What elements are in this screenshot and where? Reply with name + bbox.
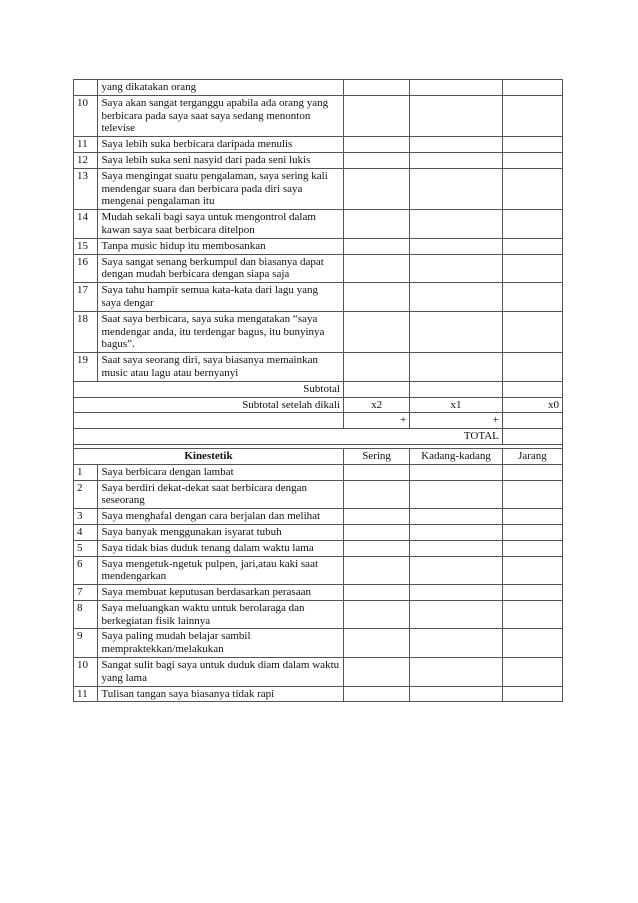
- answer-cell-kadang[interactable]: [410, 168, 503, 209]
- answer-cell-sering[interactable]: [343, 254, 409, 283]
- answer-cell-sering[interactable]: [343, 238, 409, 254]
- table-row: [74, 238, 563, 254]
- table-row: [74, 509, 563, 525]
- item-number: 4: [74, 524, 98, 540]
- table-row: [74, 152, 563, 168]
- answer-cell-jarang[interactable]: [502, 137, 562, 153]
- answer-cell-jarang[interactable]: [502, 464, 562, 480]
- item-number: 14: [74, 210, 98, 239]
- answer-cell-sering[interactable]: [343, 629, 409, 658]
- item-number: 15: [74, 238, 98, 254]
- table-row: [74, 524, 563, 540]
- answer-cell-jarang[interactable]: [502, 540, 562, 556]
- answer-cell-sering[interactable]: [343, 686, 409, 702]
- item-number: 6: [74, 556, 98, 585]
- item-statement: Saat saya seorang diri, saya biasanya memainkan music atau lagu atau bernyanyi: [98, 353, 344, 382]
- total-value-cell[interactable]: [502, 429, 562, 445]
- answer-cell-kadang[interactable]: [410, 152, 503, 168]
- item-statement: Saya lebih suka berbicara daripada menulis: [98, 137, 344, 153]
- answer-cell-jarang[interactable]: [502, 585, 562, 601]
- answer-cell-jarang[interactable]: [502, 629, 562, 658]
- item-statement: Sangat sulit bagi saya untuk duduk diam dalam waktu yang lama: [98, 658, 344, 687]
- answer-cell-jarang[interactable]: [502, 152, 562, 168]
- item-statement: Saya membuat keputusan berdasarkan perasaan: [98, 585, 344, 601]
- table-body: [74, 80, 563, 702]
- item-statement: Saya mengingat suatu pengalaman, saya sering kali mendengar suara dan berbicara pada diri saya mengenai pengalaman itu: [98, 168, 344, 209]
- answer-cell-sering[interactable]: [343, 600, 409, 629]
- column-header-sering: Sering: [343, 448, 409, 464]
- multiplier-kadang: x1: [410, 397, 503, 413]
- learning-style-table: [73, 79, 563, 702]
- answer-cell-jarang[interactable]: [502, 254, 562, 283]
- answer-cell-kadang[interactable]: [410, 509, 503, 525]
- section-heading: Kinestetik: [74, 448, 344, 464]
- answer-cell-jarang[interactable]: [502, 168, 562, 209]
- multiplier-sering: x2: [343, 397, 409, 413]
- answer-cell-kadang[interactable]: [410, 686, 503, 702]
- table-row: [74, 658, 563, 687]
- item-number: 13: [74, 168, 98, 209]
- answer-cell-jarang[interactable]: [502, 600, 562, 629]
- answer-cell-sering[interactable]: [343, 585, 409, 601]
- item-statement: Tulisan tangan saya biasanya tidak rapi: [98, 686, 344, 702]
- plus-row-blank: [74, 413, 344, 429]
- table-row: [74, 168, 563, 209]
- item-statement: yang dikatakan orang: [98, 80, 344, 96]
- answer-cell-kadang[interactable]: [410, 540, 503, 556]
- table-row: [74, 80, 563, 96]
- table-row: [74, 311, 563, 352]
- item-statement: Saya lebih suka seni nasyid dari pada seni lukis: [98, 152, 344, 168]
- item-number: 12: [74, 152, 98, 168]
- answer-cell-kadang[interactable]: [410, 658, 503, 687]
- answer-cell-jarang[interactable]: [502, 686, 562, 702]
- multiplier-jarang: x0: [502, 397, 562, 413]
- table-row: [74, 600, 563, 629]
- answer-cell-jarang[interactable]: [502, 95, 562, 136]
- item-number: 2: [74, 480, 98, 509]
- answer-cell-kadang[interactable]: [410, 311, 503, 352]
- item-number: 11: [74, 686, 98, 702]
- answer-cell-sering[interactable]: [343, 524, 409, 540]
- answer-cell-sering[interactable]: [343, 658, 409, 687]
- questionnaire-sheet: [73, 79, 563, 702]
- answer-cell-kadang[interactable]: [410, 283, 503, 312]
- answer-cell-kadang[interactable]: [410, 210, 503, 239]
- subtotal-cell-jarang[interactable]: [502, 381, 562, 397]
- answer-cell-jarang[interactable]: [502, 311, 562, 352]
- answer-cell-sering[interactable]: [343, 464, 409, 480]
- item-number: 10: [74, 95, 98, 136]
- item-number: 19: [74, 353, 98, 382]
- answer-cell-jarang[interactable]: [502, 238, 562, 254]
- answer-cell-kadang[interactable]: [410, 137, 503, 153]
- item-statement: Saya tidak bias duduk tenang dalam waktu lama: [98, 540, 344, 556]
- item-number: 9: [74, 629, 98, 658]
- answer-cell-jarang[interactable]: [502, 556, 562, 585]
- answer-cell-kadang[interactable]: [410, 600, 503, 629]
- total-row: [74, 429, 563, 445]
- subtotal-label: Subtotal: [74, 381, 344, 397]
- item-number: 3: [74, 509, 98, 525]
- answer-cell-jarang[interactable]: [502, 283, 562, 312]
- table-row: [74, 556, 563, 585]
- item-statement: Saya berbicara dengan lambat: [98, 464, 344, 480]
- table-row: [74, 540, 563, 556]
- item-number: 1: [74, 464, 98, 480]
- item-statement: Saya menghafal dengan cara berjalan dan melihat: [98, 509, 344, 525]
- column-header-jarang: Jarang: [502, 448, 562, 464]
- item-statement: Saya mengetuk-ngetuk pulpen, jari,atau kaki saat mendengarkan: [98, 556, 344, 585]
- answer-cell-sering[interactable]: [343, 556, 409, 585]
- answer-cell-sering[interactable]: [343, 95, 409, 136]
- item-number: 18: [74, 311, 98, 352]
- item-number: 11: [74, 137, 98, 153]
- item-statement: Saya tahu hampir semua kata-kata dari lagu yang saya dengar: [98, 283, 344, 312]
- item-statement: Saya meluangkan waktu untuk berolaraga dan berkegiatan fisik lainnya: [98, 600, 344, 629]
- answer-cell-jarang[interactable]: [502, 524, 562, 540]
- item-statement: Mudah sekali bagi saya untuk mengontrol dalam kawan saya saat berbicara ditelpon: [98, 210, 344, 239]
- answer-cell-sering[interactable]: [343, 80, 409, 96]
- answer-cell-jarang[interactable]: [502, 80, 562, 96]
- item-number: 17: [74, 283, 98, 312]
- subtotal-cell-sering[interactable]: [343, 381, 409, 397]
- kinesthetic-header-row: [74, 448, 563, 464]
- answer-cell-jarang[interactable]: [502, 353, 562, 382]
- table-row: [74, 137, 563, 153]
- plus-sign: +: [343, 413, 409, 429]
- answer-cell-sering[interactable]: [343, 168, 409, 209]
- answer-cell-sering[interactable]: [343, 480, 409, 509]
- answer-cell-kadang[interactable]: [410, 480, 503, 509]
- item-statement: Tanpa music hidup itu membosankan: [98, 238, 344, 254]
- table-row: [74, 464, 563, 480]
- answer-cell-sering[interactable]: [343, 137, 409, 153]
- item-statement: Saya akan sangat terganggu apabila ada orang yang berbicara pada saya saat saya sedang menonton televise: [98, 95, 344, 136]
- answer-cell-sering[interactable]: [343, 283, 409, 312]
- item-statement: Saya berdiri dekat-dekat saat berbicara dengan seseorang: [98, 480, 344, 509]
- item-statement: Saya banyak menggunakan isyarat tubuh: [98, 524, 344, 540]
- answer-cell-kadang[interactable]: [410, 524, 503, 540]
- table-row: [74, 254, 563, 283]
- answer-cell-kadang[interactable]: [410, 556, 503, 585]
- table-row: [74, 629, 563, 658]
- answer-cell-jarang[interactable]: [502, 210, 562, 239]
- item-statement: Saya paling mudah belajar sambil mempraktekkan/melakukan: [98, 629, 344, 658]
- subtotal-row: [74, 381, 563, 397]
- answer-cell-kadang[interactable]: [410, 95, 503, 136]
- table-row: [74, 210, 563, 239]
- table-row: [74, 585, 563, 601]
- answer-cell-sering[interactable]: [343, 540, 409, 556]
- answer-cell-sering[interactable]: [343, 509, 409, 525]
- answer-cell-kadang[interactable]: [410, 353, 503, 382]
- item-number: 8: [74, 600, 98, 629]
- answer-cell-kadang[interactable]: [410, 238, 503, 254]
- answer-cell-jarang[interactable]: [502, 509, 562, 525]
- plus-row: [74, 413, 563, 429]
- answer-cell-sering[interactable]: [343, 152, 409, 168]
- item-number: 16: [74, 254, 98, 283]
- answer-cell-jarang[interactable]: [502, 480, 562, 509]
- item-number: 5: [74, 540, 98, 556]
- answer-cell-kadang[interactable]: [410, 254, 503, 283]
- answer-cell-kadang[interactable]: [410, 464, 503, 480]
- answer-cell-sering[interactable]: [343, 353, 409, 382]
- item-number: 7: [74, 585, 98, 601]
- table-row: [74, 353, 563, 382]
- answer-cell-kadang[interactable]: [410, 80, 503, 96]
- item-number: 10: [74, 658, 98, 687]
- plus-row-empty[interactable]: [502, 413, 562, 429]
- item-statement: Saya sangat senang berkumpul dan biasanya dapat dengan mudah berbicara dengan siapa saja: [98, 254, 344, 283]
- table-row: [74, 686, 563, 702]
- table-row: [74, 480, 563, 509]
- item-statement: Saat saya berbicara, saya suka mengatakan “saya mendengar anda, itu terdengar bagus, itu bunyinya bagus”.: [98, 311, 344, 352]
- item-number: [74, 80, 98, 96]
- subtotal-multiplied-row: [74, 397, 563, 413]
- answer-cell-kadang[interactable]: [410, 585, 503, 601]
- plus-sign: +: [410, 413, 503, 429]
- answer-cell-sering[interactable]: [343, 210, 409, 239]
- column-header-kadang: Kadang-kadang: [410, 448, 503, 464]
- answer-cell-sering[interactable]: [343, 311, 409, 352]
- answer-cell-jarang[interactable]: [502, 658, 562, 687]
- table-row: [74, 95, 563, 136]
- answer-cell-kadang[interactable]: [410, 629, 503, 658]
- total-label: TOTAL: [74, 429, 503, 445]
- table-row: [74, 283, 563, 312]
- subtotal-multiplied-label: Subtotal setelah dikali: [74, 397, 344, 413]
- subtotal-cell-kadang[interactable]: [410, 381, 503, 397]
